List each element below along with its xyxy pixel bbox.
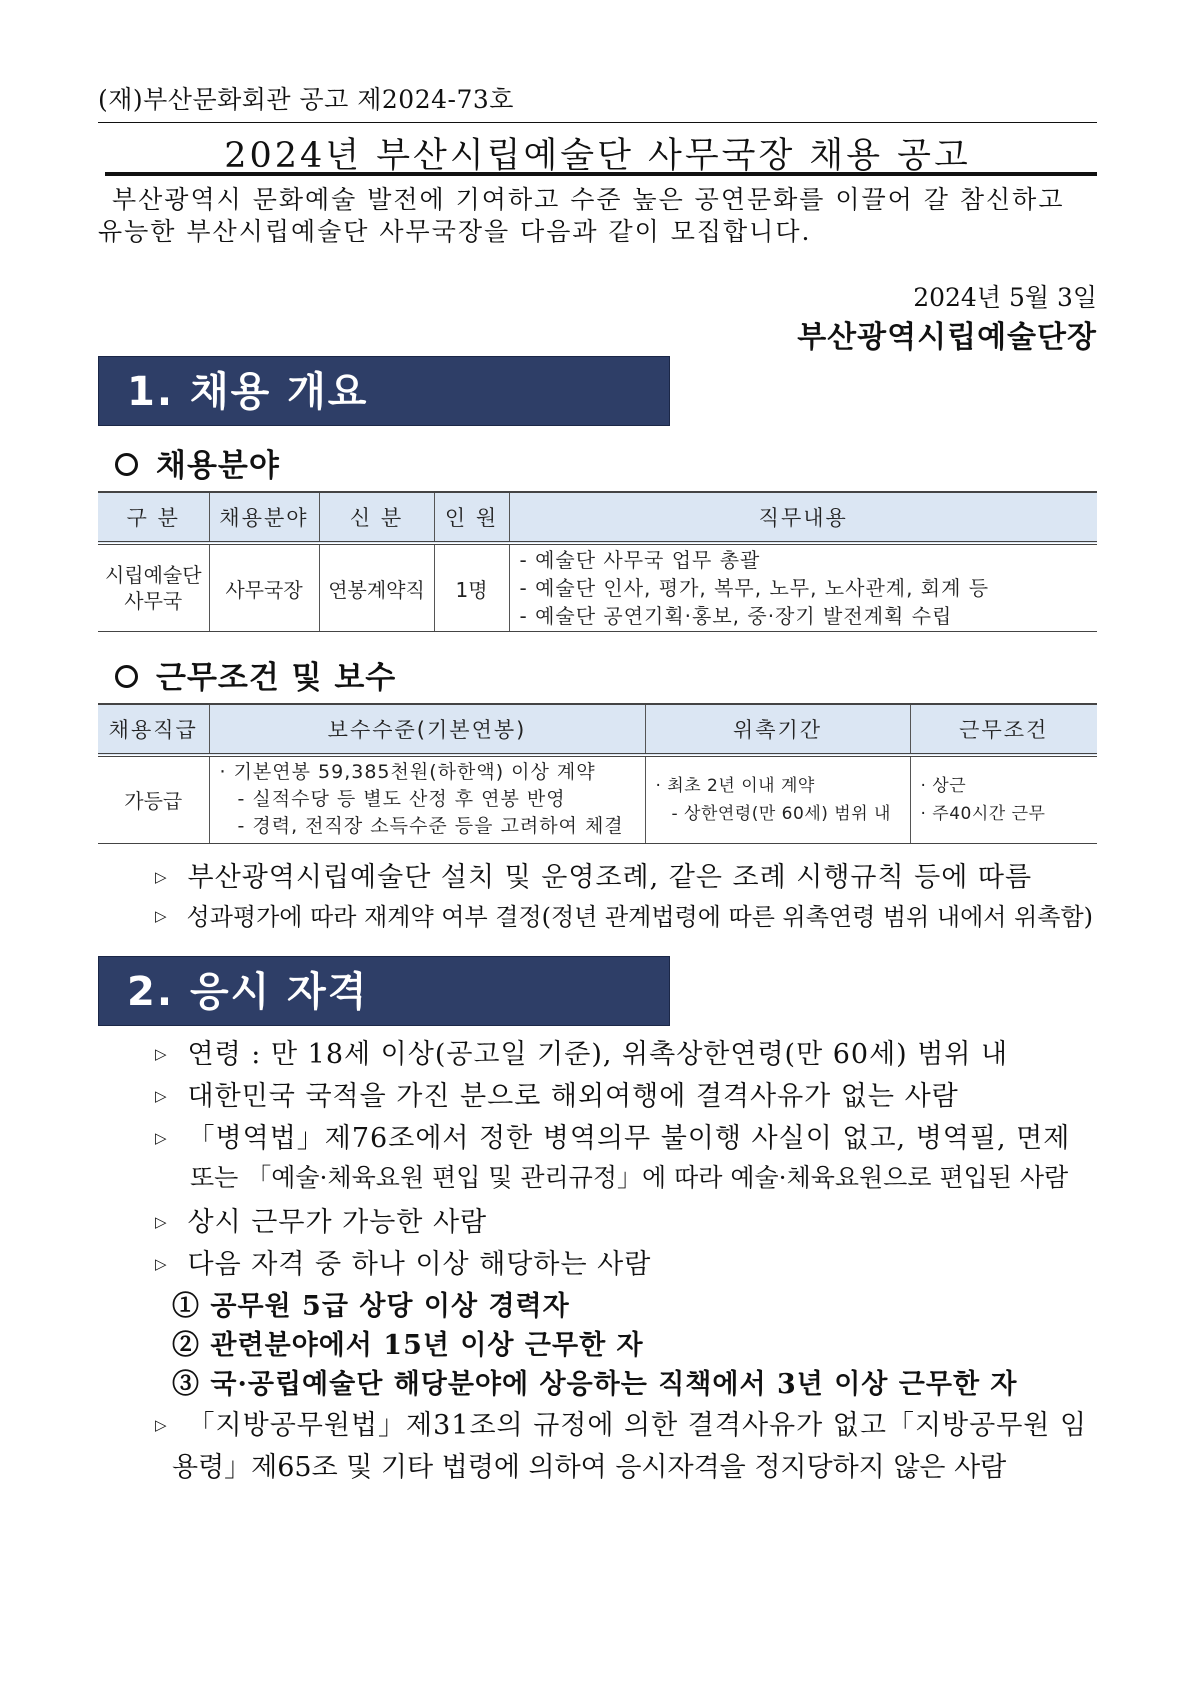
- notice-date: 2024년 5월 3일: [913, 283, 1097, 312]
- circle-bullet-icon: [115, 665, 138, 688]
- note-text: 부산광역시립예술단 설치 및 운영조례, 같은 조례 시행규칙 등에 따름: [187, 862, 1033, 893]
- division-line: 사무국: [124, 589, 183, 613]
- intro-line-1: 부산광역시 문화예술 발전에 기여하고 수준 높은 공연문화를 이끌어 갈 참신하고: [112, 185, 1065, 214]
- divider: [98, 122, 1097, 123]
- col-header: 채용직급: [98, 704, 209, 755]
- col-header: 위촉기간: [645, 704, 910, 755]
- title-underline: [105, 172, 1097, 176]
- grade-cell: 가등급: [98, 755, 209, 843]
- condition-line: · 주40시간 근무: [920, 803, 1046, 824]
- recruit-field-table: [98, 491, 1097, 632]
- numbered-criterion: ③ 국·공립예술단 해당분야에 상응하는 직책에서 3년 이상 근무한 자: [172, 1369, 1018, 1400]
- table-row: [98, 543, 1097, 632]
- qualification-text: 대한민국 국적을 가진 분으로 해외여행에 결격사유가 없는 사람: [187, 1081, 959, 1112]
- period-line: · 최초 2년 이내 계약: [655, 775, 815, 796]
- triangle-bullet-icon: ▷: [155, 1045, 168, 1063]
- qualification-item: [155, 1074, 1100, 1113]
- work-pay-table: [98, 703, 1097, 844]
- field-cell: 사무국장: [209, 543, 319, 632]
- note-item: [155, 855, 1100, 894]
- col-header: 인 원: [434, 492, 509, 543]
- qualification-continuation: 또는 「예술·체육요원 편입 및 관리규정」에 따라 예술·체육요원으로 편입된 사람: [190, 1163, 1069, 1192]
- triangle-bullet-icon: ▷: [155, 1416, 168, 1434]
- pay-cell: [209, 755, 645, 843]
- conditions-cell: [910, 755, 1097, 843]
- numbered-criterion: ① 공무원 5급 상당 이상 경력자: [172, 1291, 570, 1322]
- triangle-bullet-icon: ▷: [155, 1087, 168, 1105]
- signer: 부산광역시립예술단장: [797, 320, 1097, 355]
- triangle-bullet-icon: ▷: [155, 1129, 168, 1147]
- division-cell: [98, 543, 209, 632]
- duty-line: - 예술단 사무국 업무 총괄: [519, 548, 761, 572]
- section-2-banner: 2. 응시 자격: [98, 956, 670, 1026]
- col-header: 직무내용: [509, 492, 1097, 543]
- status-cell: 연봉계약직: [319, 543, 434, 632]
- triangle-bullet-icon: ▷: [155, 907, 167, 925]
- qualification-text: 상시 근무가 가능한 사람: [187, 1207, 488, 1238]
- triangle-bullet-icon: ▷: [155, 1213, 168, 1231]
- subheading-work-pay: [115, 652, 396, 697]
- division-line: 시립예술단: [104, 563, 202, 587]
- note-text: 성과평가에 따라 재계약 여부 결정(정년 관계법령에 따른 위촉연령 범위 내에서 위촉함): [186, 903, 1093, 931]
- col-header: 보수수준(기본연봉): [209, 704, 645, 755]
- triangle-bullet-icon: ▷: [155, 1255, 168, 1273]
- period-cell: [645, 755, 910, 843]
- section-1-banner: 1. 채용 개요: [98, 356, 670, 426]
- period-line: - 상한연령(만 60세) 범위 내: [671, 803, 891, 824]
- circle-bullet-icon: [115, 453, 138, 476]
- table-header-row: [98, 492, 1097, 543]
- col-header: 신 분: [319, 492, 434, 543]
- numbered-criterion: ② 관련분야에서 15년 이상 근무한 자: [172, 1330, 644, 1361]
- duty-line: - 예술단 인사, 평가, 복무, 노무, 노사관계, 회계 등: [519, 576, 990, 600]
- qualification-item: [155, 1200, 1100, 1239]
- subheading-label: 채용분야: [156, 448, 280, 484]
- qualification-text: 다음 자격 중 하나 이상 해당하는 사람: [187, 1249, 652, 1280]
- pay-line: · 기본연봉 59,385천원(하한액) 이상 계약: [219, 761, 596, 784]
- qualification-item: [155, 1032, 1100, 1071]
- intro-line-2: 유능한 부산시립예술단 사무국장을 다음과 같이 모집합니다.: [98, 217, 812, 246]
- col-header: 구 분: [98, 492, 209, 543]
- triangle-bullet-icon: ▷: [155, 868, 168, 886]
- duty-line: - 예술단 공연기획·홍보, 중·장기 발전계획 수립: [519, 604, 953, 628]
- table-header-row: [98, 704, 1097, 755]
- subheading-label: 근무조건 및 보수: [156, 660, 397, 696]
- page-title: 2024년 부산시립예술단 사무국장 채용 공고: [224, 136, 971, 176]
- notice-number: (재)부산문화회관 공고 제2024-73호: [98, 85, 514, 114]
- qualification-item: [155, 1116, 1100, 1155]
- count-cell: 1명: [434, 543, 509, 632]
- duties-cell: [509, 543, 1097, 632]
- condition-line: · 상근: [920, 775, 967, 796]
- qualification-text: 연령 : 만 18세 이상(공고일 기준), 위촉상한연령(만 60세) 범위 내: [187, 1039, 1009, 1070]
- pay-line: - 경력, 전직장 소득수준 등을 고려하여 체결: [237, 815, 624, 838]
- pay-line: - 실적수당 등 별도 산정 후 연봉 반영: [237, 788, 566, 811]
- qualification-item: [155, 1403, 1100, 1442]
- note-item: [155, 897, 1100, 932]
- qualification-text: 「병역법」제76조에서 정한 병역의무 불이행 사실이 없고, 병역필, 면제: [187, 1123, 1071, 1154]
- col-header: 채용분야: [209, 492, 319, 543]
- qualification-text: 「지방공무원법」제31조의 규정에 의한 결격사유가 없고「지방공무원 임: [187, 1410, 1088, 1441]
- table-row: [98, 755, 1097, 843]
- qualification-item: [155, 1242, 1100, 1281]
- col-header: 근무조건: [910, 704, 1097, 755]
- subheading-recruit-field: [115, 440, 280, 485]
- qualification-continuation: 용령」제65조 및 기타 법령에 의하여 응시자격을 정지당하지 않은 사람: [172, 1452, 1007, 1483]
